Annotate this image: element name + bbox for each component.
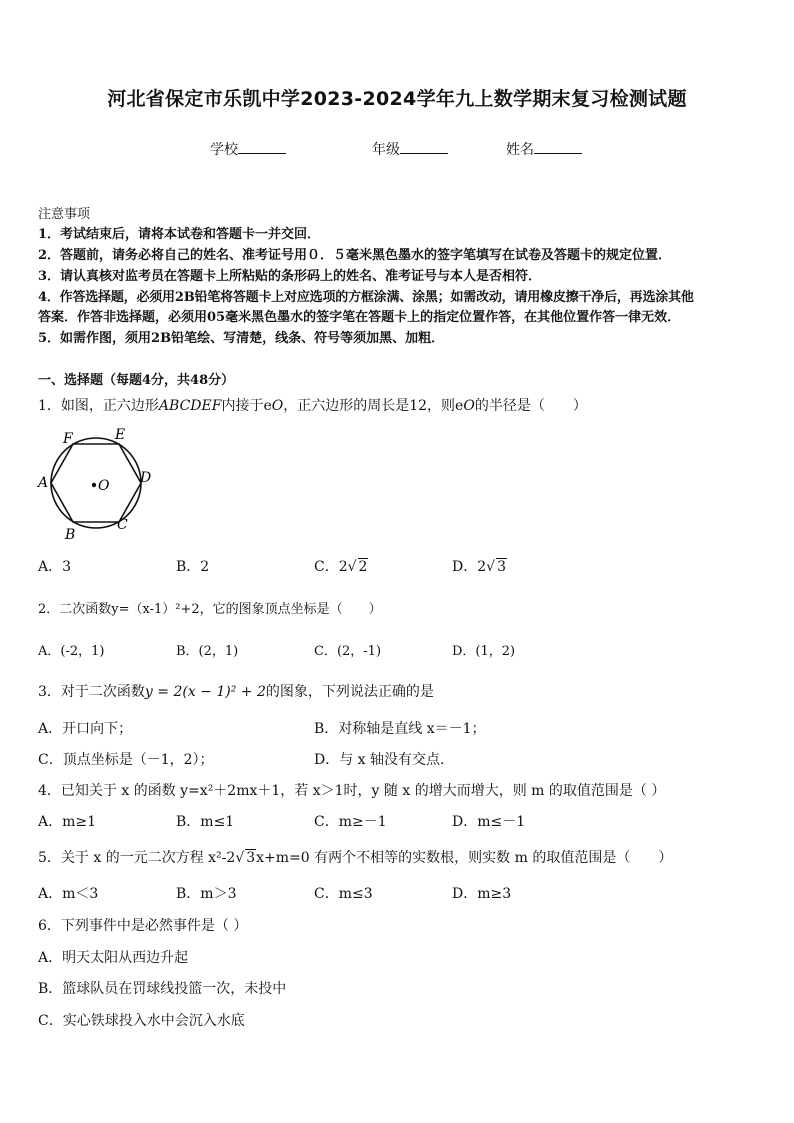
q2-option-d: D．(1，2) [452,644,516,659]
q1-circle-name: O [271,398,284,414]
q1-option-d [452,556,507,576]
q1-option-d-radicand: 3 [497,559,506,575]
q4-option-a: A．m≥1 [38,814,97,830]
q3-formula: y = 2(x − 1)² + 2 [144,684,266,700]
q1-text-post: 的半径是（ ） [474,398,587,414]
q4-option-b: B．m≤1 [176,814,235,830]
question-1 [38,395,587,415]
q1-option-a: A．3 [38,559,72,575]
sqrt-symbol: √ 2 [347,559,368,575]
q1-option-d-text: D．2 [452,559,487,575]
q5-text-pre: 5．关于 x 的一元二次方程 x²-2 [38,850,236,866]
circumcircle [51,438,141,528]
q6-option-c: C．实心铁球投入水中会沉入水底 [38,1013,245,1029]
note-item: 1．考试结束后，请将本试卷和答题卡一并交回． [38,227,321,242]
sqrt-symbol: √ 3 [486,559,506,575]
q5-option-a: A．m＜3 [38,886,99,902]
q3-option-a: A．开口向下； [38,721,133,737]
q4-option-d: D．m≤－1 [452,814,526,830]
note-item: 答案．作答非选择题，必须用05毫米黑色墨水的签字笔在答题卡上的指定位置作答，在其他位置作答一律无效． [38,310,681,325]
q3-option-d: D．与 x 轴没有交点． [314,752,455,768]
q1-circle-name-2: O [463,398,475,414]
name-blank [534,139,582,154]
q2-option-a: A．(-2，1) [38,644,105,659]
vertex-label-b: B [65,527,76,543]
q1-shape-name: ABCDEF [158,398,222,414]
question-6: 6．下列事件中是必然事件是（ ） [38,918,248,934]
school-field [210,139,286,159]
q6-option-a: A．明天太阳从西边升起 [38,950,189,966]
vertex-label-d: D [140,470,152,486]
vertex-label-c: C [117,517,128,533]
note-item: 2．答题前，请务必将自己的姓名、准考证号用０．５毫米黑色墨水的签字笔填写在试卷及答题卡的规定位置． [38,248,672,263]
center-point [92,483,96,487]
q2-option-b: B．(2，1) [176,644,239,659]
section-heading: 一、选择题（每题4分，共48分） [38,373,235,388]
q3-text-post: 的图象，下列说法正确的是 [265,684,434,700]
school-blank [238,139,286,154]
q4-option-c: C．m≥－1 [314,814,387,830]
center-label-o: O [98,478,110,494]
note-item: 4．作答选择题，必须用2B铅笔将答题卡上对应选项的方框涂满、涂黑；如需改动，请用橡皮擦干净后，再选涂其他 [38,290,694,305]
hexagon [51,444,141,522]
question-5 [38,847,672,867]
q1-option-c-radicand: 2 [358,559,368,575]
note-item: 5．如需作图，须用2B铅笔绘、写清楚，线条、符号等须加黑、加粗． [38,331,445,346]
exam-title: 河北省保定市乐凯中学2023-2024学年九上数学期末复习检测试题 [107,88,687,110]
q5-option-d: D．m≥3 [452,886,512,902]
q3-option-c: C．顶点坐标是（－1，2）； [38,752,214,768]
name-label: 姓名 [506,142,534,158]
notes-heading: 注意事项 [38,207,91,222]
q1-option-b: B．2 [176,559,210,575]
question-2: 2．二次函数y=（x-1）²+2，它的图象顶点坐标是（ ） [38,602,382,617]
vertex-label-e: E [115,427,126,443]
name-field [506,139,582,159]
sqrt-symbol: √ 3 [235,850,256,866]
grade-label: 年级 [372,142,400,158]
q1-option-c [314,556,368,576]
vertex-label-a: A [38,475,49,491]
q1-text-mid2: ，正六边形的周长是12，则e [283,398,464,414]
q1-option-c-text: C．2 [314,559,348,575]
school-label: 学校 [210,142,238,158]
hexagon-circle-figure [30,422,160,544]
note-item: 3．请认真核对监考员在答题卡上所粘贴的条形码上的姓名、准考证号与本人是否相符． [38,269,542,284]
q1-text-mid: 内接于e [221,398,272,414]
question-4: 4．已知关于 x 的函数 y=x²＋2mx＋1，若 x＞1时，y 随 x 的增大而增大，则 m 的取值范围是（ ） [38,783,666,799]
q5-option-c: C．m≤3 [314,886,373,902]
grade-field [372,139,448,159]
q3-option-b: B．对称轴是直线 x＝－1； [314,721,486,737]
question-3 [38,681,434,701]
q3-text-pre: 3．对于二次函数 [38,684,145,700]
q5-option-b: B．m＞3 [176,886,237,902]
vertex-label-f: F [63,431,73,447]
q6-option-b: B．篮球队员在罚球线投篮一次，未投中 [38,981,287,997]
q5-text-post: x+m=0 有两个不相等的实数根，则实数 m 的取值范围是（ ） [256,850,673,866]
q2-option-c: C．(2，-1) [314,644,382,659]
q1-text-pre: 1．如图，正六边形 [38,398,159,414]
q5-radicand: 3 [246,850,256,866]
grade-blank [400,139,448,154]
